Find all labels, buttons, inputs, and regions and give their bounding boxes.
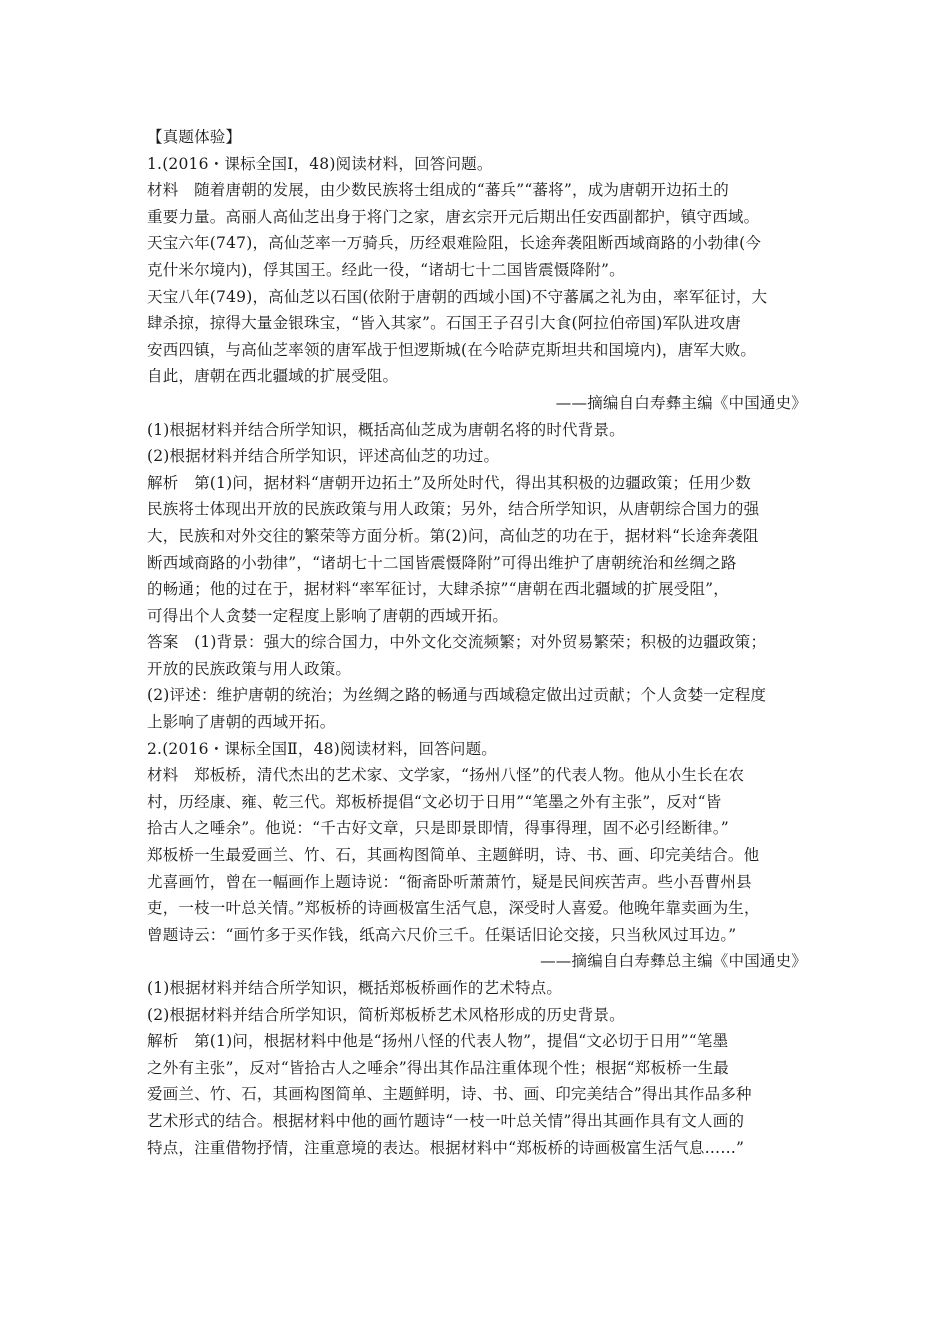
- text-line: 的畅通；他的过在于，据材料“率军征讨，大肆杀掠”“唐朝在西北疆域的扩展受阻”，: [147, 580, 729, 599]
- section-title: 【真题体验】: [147, 128, 242, 146]
- text-line: 安西四镇，与高仙芝率领的唐军战于怛逻斯城(在今哈萨克斯坦共和国境内)，唐军大败。: [147, 340, 757, 359]
- text-line: 村，历经康、雍、乾三代。郑板桥提倡“文必切于日用”“笔墨之外有主张”，反对“皆: [147, 792, 722, 811]
- text-line: (2)根据材料并结合所学知识，评述高仙芝的功过。: [147, 447, 500, 466]
- text-line: 1.(2016・课标全国Ⅰ，48)阅读材料，回答问题。: [147, 154, 493, 173]
- text-line: 材料 郑板桥，清代杰出的艺术家、文学家，“扬州八怪”的代表人物。他从小生长在农: [147, 766, 745, 785]
- text-line: 大，民族和对外交往的繁荣等方面分析。第(2)问，高仙芝的功在于，据材料“长途奔袭阻: [147, 526, 759, 545]
- document-page: [147, 124, 807, 1161]
- text-line: 2.(2016・课标全国Ⅱ，48)阅读材料，回答问题。: [147, 739, 497, 758]
- text-line: 拾古人之唾余”。他说：“千古好文章，只是即景即情，得事得理，固不必引经断律。”: [147, 819, 729, 838]
- text-line: 上影响了唐朝的西域开拓。: [147, 713, 336, 732]
- text-line: 之外有主张”，反对“皆拾古人之唾余”得出其作品注重体现个性；根据“郑板桥一生最: [147, 1058, 729, 1077]
- text-line: 吏，一枝一叶总关情。”郑板桥的诗画极富生活气息，深受时人喜爱。他晚年靠卖画为生，: [147, 899, 760, 918]
- text-line: 克什米尔境内)，俘其国王。经此一役，“诸胡七十二国皆震慑降附”。: [147, 260, 625, 279]
- text-line: 特点，注重借物抒情，注重意境的表达。根据材料中“郑板桥的诗画极富生活气息……”: [147, 1138, 745, 1157]
- text-line: 可得出个人贪婪一定程度上影响了唐朝的西域开拓。: [147, 606, 509, 625]
- text-line: (2)评述：维护唐朝的统治；为丝绸之路的畅通与西域稳定做出过贡献；个人贪婪一定程度: [147, 686, 767, 705]
- text-line: 郑板桥一生最爱画兰、竹、石，其画构图简单、主题鲜明，诗、书、画、印完美结合。他: [147, 846, 760, 865]
- text-line: 解析 第(1)问，根据材料中他是“扬州八怪的代表人物”，提倡“文必切于日用”“笔墨: [147, 1032, 729, 1051]
- text-line: 断西域商路的小勃律”，“诸胡七十二国皆震慑降附”可得出维护了唐朝统治和丝绸之路: [147, 553, 737, 572]
- text-line: 开放的民族政策与用人政策。: [147, 659, 352, 678]
- text-line: 曾题诗云：“画竹多于买作钱，纸高六尺价三千。任渠话旧论交接，只当秋风过耳边。”: [147, 925, 737, 944]
- text-line: 天宝六年(747)，高仙芝率一万骑兵，历经艰难险阻，长途奔袭阻断西域商路的小勃律(今: [147, 234, 762, 253]
- text-line: 自此，唐朝在西北疆域的扩展受阻。: [147, 367, 399, 386]
- text-line: (1)根据材料并结合所学知识，概括高仙芝成为唐朝名将的时代背景。: [147, 420, 625, 439]
- text-line: 重要力量。高丽人高仙芝出身于将门之家，唐玄宗开元后期出任安西副都护，镇守西域。: [147, 207, 760, 226]
- text-line: (1)根据材料并结合所学知识，概括郑板桥画作的艺术特点。: [147, 979, 563, 997]
- source-citation: ——摘编自白寿彝总主编《中国通史》: [540, 952, 807, 971]
- text-line: 天宝八年(749)，高仙芝以石国(依附于唐朝的西域小国)不守蕃属之礼为由，率军征讨，大: [147, 287, 768, 306]
- text-line: 艺术形式的结合。根据材料中他的画竹题诗“一枝一叶总关情”得出其画作具有文人画的: [147, 1111, 745, 1130]
- text-line: 尤喜画竹，曾在一幅画作上题诗说：“衙斋卧听萧萧竹，疑是民间疾苦声。些小吾曹州县: [147, 872, 752, 891]
- text-line: 解析 第(1)问，据材料“唐朝开边拓土”及所处时代，得出其积极的边疆政策；任用少数: [147, 473, 752, 492]
- text-line: 答案 (1)背景：强大的综合国力，中外文化交流频繁；对外贸易繁荣；积极的边疆政策；: [147, 633, 767, 652]
- text-line: 肆杀掠，掠得大量金银珠宝，“皆入其家”。石国王子召引大食(阿拉伯帝国)军队进攻唐: [147, 314, 741, 333]
- text-line: 爱画兰、竹、石，其画构图简单、主题鲜明，诗、书、画、印完美结合”得出其作品多种: [147, 1085, 752, 1104]
- text-line: 民族将士体现出开放的民族政策与用人政策；另外，结合所学知识，从唐朝综合国力的强: [147, 500, 760, 519]
- document-body: [147, 151, 807, 1162]
- text-line: 材料 随着唐朝的发展，由少数民族将士组成的“蕃兵”“蕃将”，成为唐朝开边拓土的: [147, 181, 729, 200]
- text-line: (2)根据材料并结合所学知识，简析郑板桥艺术风格形成的历史背景。: [147, 1005, 625, 1024]
- source-citation: ——摘编自白寿彝主编《中国通史》: [555, 393, 807, 412]
